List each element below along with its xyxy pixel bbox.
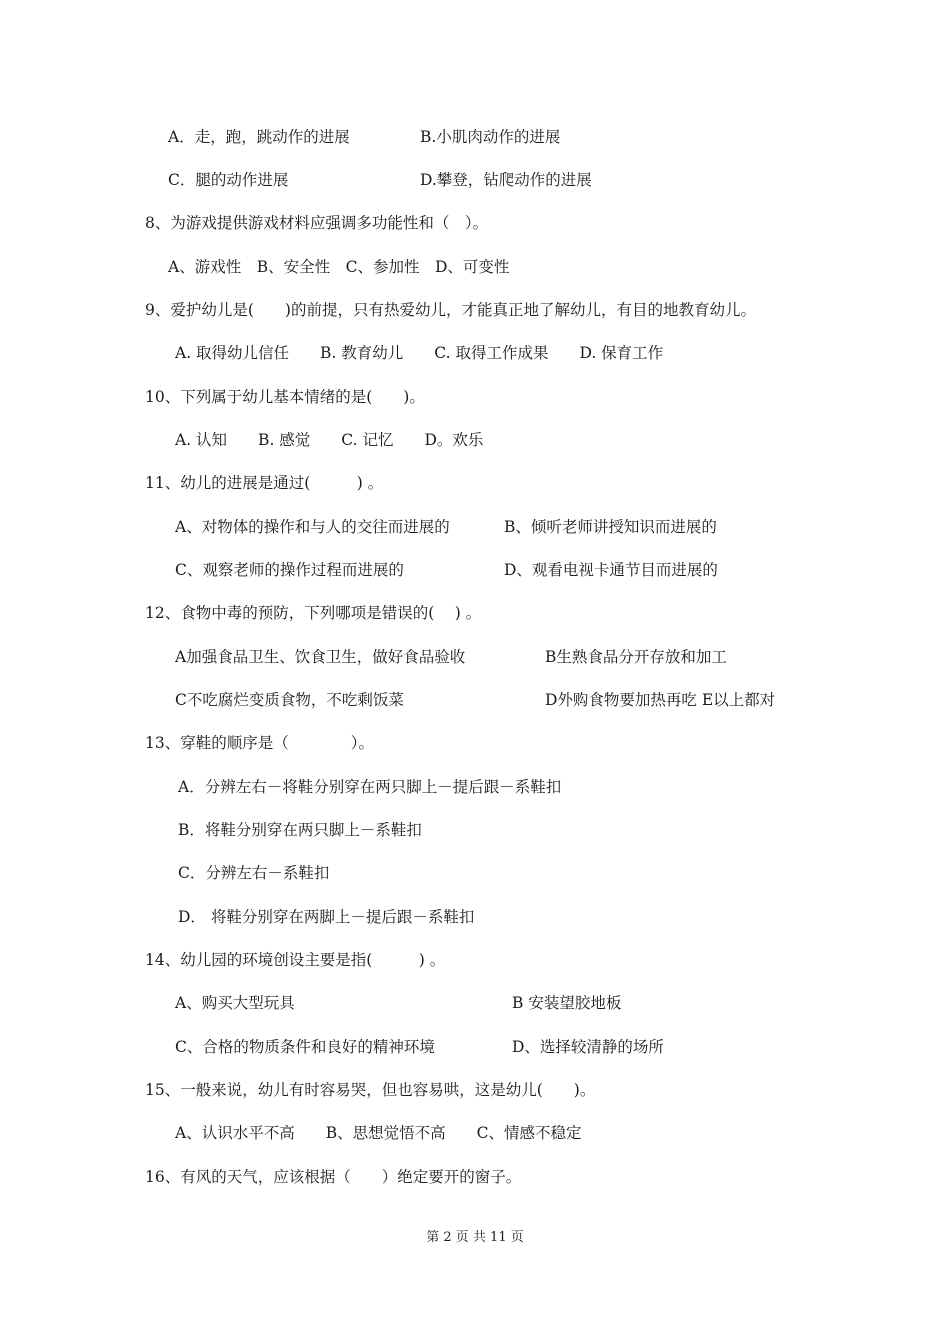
q7-option-b: B.小肌肉动作的进展 — [420, 128, 561, 146]
question-11: 11、幼儿的进展是通过( ) 。 — [145, 474, 384, 492]
q12-option-b: B生熟食品分开存放和加工 — [545, 648, 727, 666]
question-12: 12、食物中毒的预防，下列哪项是错误的( ) 。 — [145, 604, 482, 622]
q7-option-d: D.攀登，钻爬动作的进展 — [420, 171, 592, 189]
q7-option-a: A．走，跑，跳动作的进展 — [168, 128, 350, 146]
q13-option-c: C．分辨左右－系鞋扣 — [178, 864, 330, 882]
q15-options: A、认识水平不高 B、思想觉悟不高 C、情感不稳定 — [175, 1124, 582, 1142]
q13-option-d: D． 将鞋分别穿在两脚上－提后跟－系鞋扣 — [178, 908, 475, 926]
q8-options: A、游戏性 B、安全性 C、参加性 D、可变性 — [168, 258, 510, 276]
q14-option-d: D、选择较清静的场所 — [512, 1038, 664, 1056]
q11-option-b: B、倾听老师讲授知识而进展的 — [504, 518, 717, 536]
q11-option-a: A、对物体的操作和与人的交往而进展的 — [175, 518, 450, 536]
q13-option-b: B．将鞋分别穿在两只脚上－系鞋扣 — [178, 821, 422, 839]
question-9: 9、爱护幼儿是( )的前提，只有热爱幼儿，才能真正地了解幼儿，有目的地教育幼儿。 — [145, 301, 756, 319]
q11-option-d: D、观看电视卡通节目而进展的 — [504, 561, 718, 579]
question-10: 10、下列属于幼儿基本情绪的是( )。 — [145, 388, 425, 406]
q14-option-b: B 安装望胶地板 — [512, 994, 622, 1012]
question-15: 15、一般来说，幼儿有时容易哭，但也容易哄，这是幼儿( )。 — [145, 1081, 596, 1099]
question-14: 14、幼儿园的环境创设主要是指( ) 。 — [145, 951, 446, 969]
q12-option-d-e: D外购食物要加热再吃 E以上都对 — [545, 691, 776, 709]
q12-option-a: A加强食品卫生、饮食卫生，做好食品验收 — [175, 648, 466, 666]
q13-option-a: A．分辨左右－将鞋分别穿在两只脚上－提后跟－系鞋扣 — [178, 778, 562, 796]
q12-option-c: C不吃腐烂变质食物，不吃剩饭菜 — [175, 691, 404, 709]
q11-option-c: C、观察老师的操作过程而进展的 — [175, 561, 404, 579]
q10-options: A. 认知 B. 感觉 C. 记忆 D。欢乐 — [175, 431, 484, 449]
question-13: 13、穿鞋的顺序是（ ）。 — [145, 734, 374, 752]
q7-option-c: C．腿的动作进展 — [168, 171, 289, 189]
page-footer: 第 2 页 共 11 页 — [426, 1230, 524, 1245]
q14-option-c: C、合格的物质条件和良好的精神环境 — [175, 1038, 435, 1056]
question-16: 16、有风的天气，应该根据（ ）绝定要开的窗子。 — [145, 1168, 522, 1186]
q9-options: A. 取得幼儿信任 B. 教育幼儿 C. 取得工作成果 D. 保育工作 — [175, 344, 664, 362]
q14-option-a: A、购买大型玩具 — [175, 994, 295, 1012]
question-8: 8、为游戏提供游戏材料应强调多功能性和（ ）。 — [145, 214, 489, 232]
